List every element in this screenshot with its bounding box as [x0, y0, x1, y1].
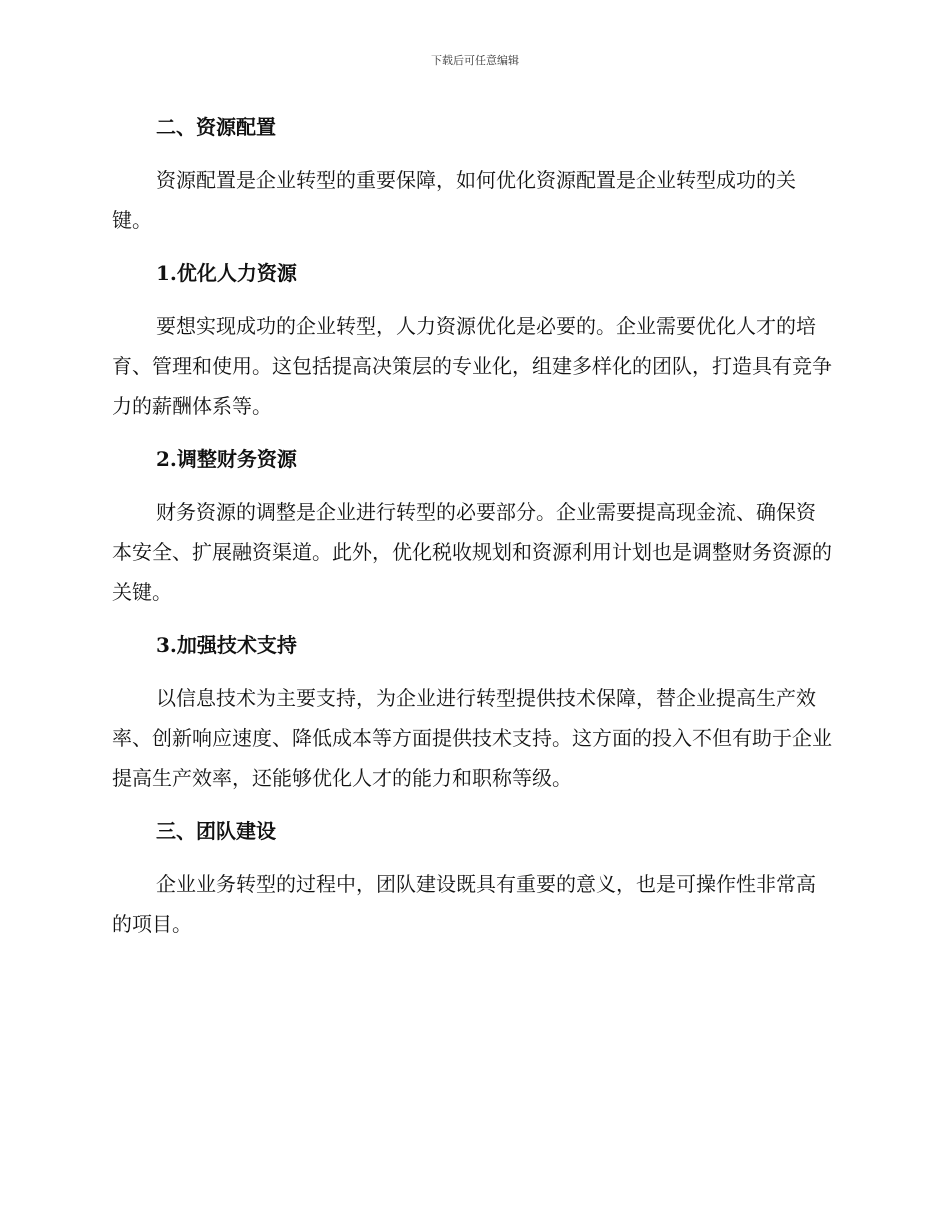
- section-heading-team-building: 三、团队建设: [156, 819, 276, 843]
- section-heading-resource-allocation: 二、资源配置: [156, 115, 276, 139]
- paragraph-financial-resources: 财务资源的调整是企业进行转型的必要部分。企业需要提高现金流、确保资本安全、扩展融资渠道。此外，优化税收规划和资源利用计划也是调整财务资源的关键。: [112, 500, 832, 604]
- subheading-technical-support: 3.加强技术支持: [156, 633, 297, 657]
- paragraph-resource-allocation-intro: 资源配置是企业转型的重要保障，如何优化资源配置是企业转型成功的关键。: [112, 168, 796, 232]
- document-body: [112, 107, 832, 944]
- paragraph-human-resources: 要想实现成功的企业转型，人力资源优化是必要的。企业需要优化人才的培育、管理和使用。这包括提高决策层的专业化，组建多样化的团队，打造具有竞争力的薪酬体系等。: [112, 314, 832, 418]
- page-header: 下载后可任意编辑: [431, 54, 519, 67]
- subheading-human-resources: 1.优化人力资源: [156, 261, 297, 285]
- subheading-financial-resources: 2.调整财务资源: [156, 447, 297, 471]
- paragraph-team-building-intro: 企业业务转型的过程中，团队建设既具有重要的意义，也是可操作性非常高的项目。: [112, 872, 816, 936]
- paragraph-technical-support: 以信息技术为主要支持，为企业进行转型提供技术保障，替企业提高生产效率、创新响应速度、降低成本等方面提供技术支持。这方面的投入不但有助于企业提高生产效率，还能够优化人才的能力和职称等级。: [112, 686, 832, 790]
